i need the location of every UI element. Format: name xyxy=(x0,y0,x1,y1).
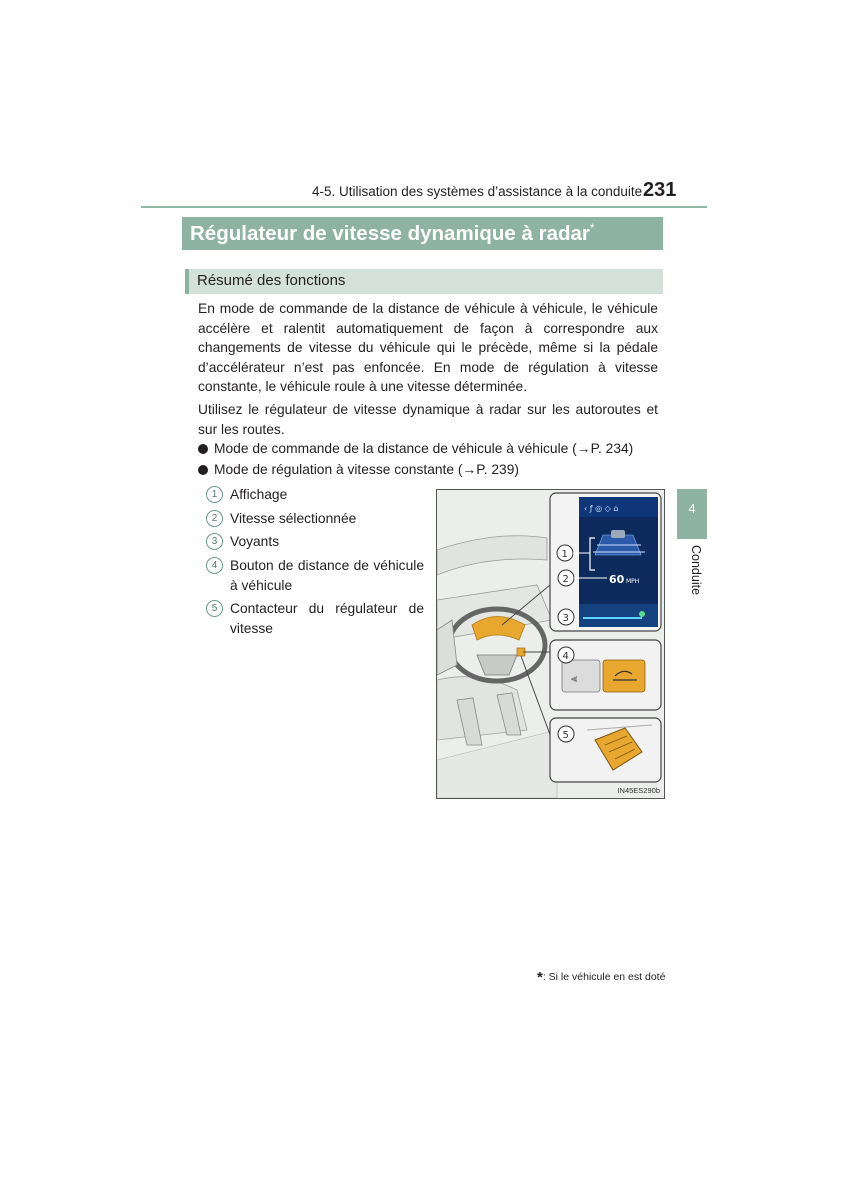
figure-marker: 3 xyxy=(562,613,569,624)
page-title xyxy=(190,221,595,246)
callout-label: Bouton de distance de véhicule à véhicule xyxy=(230,558,424,593)
title-footnote-marker: * xyxy=(589,221,595,235)
footnote-text: : Si le véhicule en est doté xyxy=(542,971,666,983)
subheading: Résumé des fonctions xyxy=(197,272,346,289)
intro-paragraph: En mode de commande de la distance de véhicule à véhicule, le véhicule accélère et ralentit automatiquement de façon à correspondre aux changements de vitesse du véhicule qui le précède, même si la pédale d’accélérateur n’est pas enfoncée. En mode de régulation à vitesse constante, le véhicule roule à une vitesse déterminée. xyxy=(198,301,658,394)
cockpit-illustration xyxy=(436,489,665,799)
cockpit-drawing xyxy=(437,490,664,798)
distance-button xyxy=(603,660,645,692)
callout-item xyxy=(206,556,424,595)
subheading-accent xyxy=(185,269,189,294)
bullet-dot-icon xyxy=(198,465,208,475)
bullet-link-text[interactable]: Mode de commande de la distance de véhicule à véhicule (→P. 234) xyxy=(214,441,634,456)
callout-number: 3 xyxy=(206,533,223,550)
running-header-section: 4-5. Utilisation des systèmes d’assistance à la conduite xyxy=(312,184,643,199)
callout-label: Vitesse sélectionnée xyxy=(230,511,357,526)
footnote-star: * xyxy=(537,969,543,986)
chapter-tab-number: 4 xyxy=(677,489,707,539)
display-speed-unit: MPH xyxy=(626,578,640,585)
display-speed: 60 xyxy=(609,573,625,586)
callout-label: Voyants xyxy=(230,534,280,549)
usage-paragraph: Utilisez le régulateur de vitesse dynamique à radar sur les autoroutes et sur les routes. xyxy=(198,402,658,437)
bullet-link-text[interactable]: Mode de régulation à vitesse constante (→P. 239) xyxy=(214,462,519,477)
bullet-item xyxy=(198,439,633,459)
footnote xyxy=(537,969,665,986)
page-title-text: Régulateur de vitesse dynamique à radar xyxy=(190,221,590,245)
figure-marker: 1 xyxy=(561,549,568,560)
callout-label: Affichage xyxy=(230,487,288,502)
figure-marker: 4 xyxy=(562,651,569,662)
svg-text:⫷: ⫷ xyxy=(571,672,578,685)
header-rule xyxy=(141,206,707,208)
figure-marker: 5 xyxy=(562,730,569,741)
page-number: 231 xyxy=(643,179,677,201)
callout-number: 4 xyxy=(206,557,223,574)
title-bar xyxy=(182,217,663,250)
bullet-item xyxy=(198,460,519,480)
figure-id: IN45ES290b xyxy=(617,786,660,795)
callout-number: 5 xyxy=(206,600,223,617)
callout-item xyxy=(206,509,424,529)
subheading-bar xyxy=(185,269,663,294)
chapter-tab-label: Conduite xyxy=(689,545,703,596)
callout-item xyxy=(206,599,424,638)
callout-item xyxy=(206,485,424,505)
svg-text:‹ ƒ ◎ ◇ ⌂: ‹ ƒ ◎ ◇ ⌂ xyxy=(584,504,619,513)
callout-number: 1 xyxy=(206,486,223,503)
callout-label: Contacteur du régulateur de vitesse xyxy=(230,601,424,636)
figure-marker: 2 xyxy=(562,574,569,585)
callout-number: 2 xyxy=(206,510,223,527)
bullet-dot-icon xyxy=(198,444,208,454)
callout-item xyxy=(206,532,424,552)
